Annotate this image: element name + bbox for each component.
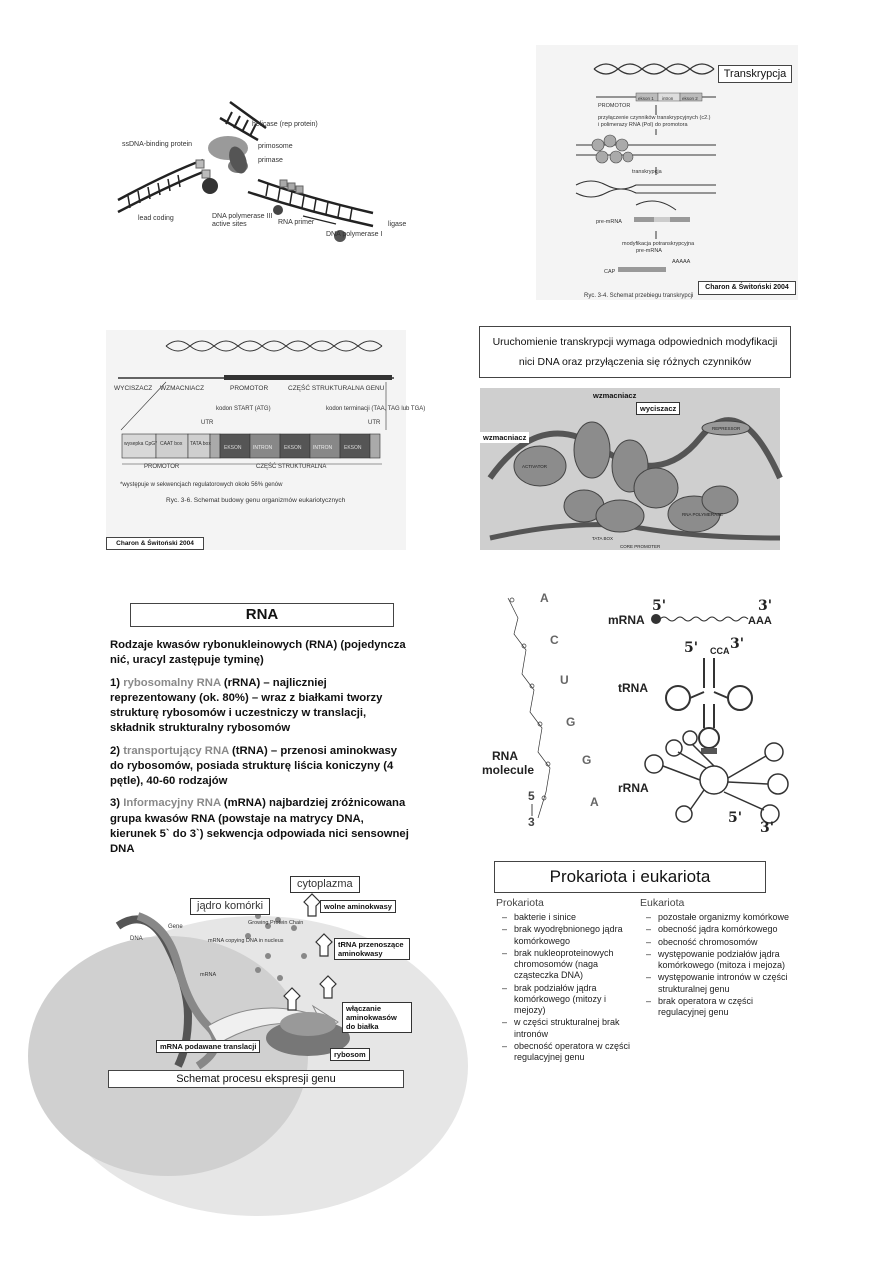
tata-label: TATA BOX (592, 536, 614, 541)
mrna-label: mRNA (608, 613, 645, 627)
list-item: – występowanie intronów w części strukturalnej genu (658, 972, 790, 995)
expr-trna: tRNA przenoszące aminokwasy (334, 938, 410, 960)
t2-cap: CAP (604, 269, 616, 275)
slide-rna-structures (478, 588, 808, 838)
rna-structures-diagram (478, 588, 808, 838)
seg-5: EKSON (284, 445, 302, 451)
base-g2: G (582, 753, 592, 767)
label-pol3b: active sites (212, 221, 247, 228)
expr-jadro: jądro komórki (190, 898, 270, 915)
label-pol1: DNA polymerase I (326, 231, 383, 238)
expr-mrna-trans: mRNA podawane translacji (156, 1040, 260, 1053)
rna-item-2-name: transportujący RNA (123, 744, 229, 757)
rrna-5prime: 5' (728, 810, 743, 826)
t2-premrna: pre-mRNA (596, 219, 622, 225)
slide-replication-fork (108, 88, 428, 293)
seg-0: wysepka CpG* (124, 441, 158, 447)
chain-3: 3 (528, 815, 535, 829)
expr-growing: Growing Protein Chain (248, 920, 304, 926)
t2-step2: transkrypcja (632, 169, 662, 175)
t2-step3a: modyfikacja potranskrypcyjna (622, 241, 695, 247)
list-item: – brak podziałów jądra komórkowego (mitozy i mejozy) (514, 983, 636, 1017)
t2-step3b: pre-mRNA (636, 248, 662, 254)
gene-credit: Charon & Świtoński 2004 (106, 537, 204, 550)
eukariota-heading: Eukariota (640, 897, 685, 909)
g-wzmacniacz: WZMACNIACZ (160, 385, 205, 392)
activation-diagram (480, 388, 780, 550)
g-kodon-term: kodon terminacji (TAA, TAG lub TGA) (326, 406, 426, 412)
prokariota-list (496, 912, 636, 1063)
base-c: C (550, 633, 559, 647)
g-promotor: PROMOTOR (230, 385, 269, 392)
replication-fork-diagram (108, 88, 428, 293)
label-helicase: helicase (rep protein) (252, 121, 318, 128)
rna-item-2-rest: (tRNA) – przenosi aminokwasy do rybosomów, posiada strukturę liścia koniczyny (4 pętle), 40-60 rodzajów (110, 744, 398, 787)
expr-cytoplazma: cytoplazma (290, 876, 360, 893)
t2-aaaa: AAAAA (672, 259, 691, 265)
rna-item-3-num: 3) (110, 797, 124, 810)
prokariota-heading: Prokariota (496, 897, 544, 909)
rna-item-1 (110, 676, 410, 737)
rna-item-3 (110, 796, 410, 857)
seg-4: INTRON (253, 445, 273, 451)
rna-molecule-label-1: RNA (492, 749, 518, 763)
list-item: – występowanie podziałów jądra komórkowego (mitoza i mejoza) (658, 949, 790, 972)
gene-expression-diagram (108, 866, 420, 1066)
g-caption: Ryc. 3-6. Schemat budowy genu organizmów eukariotycznych (166, 497, 346, 504)
g-utr2: UTR (368, 420, 381, 426)
eukariota-list (640, 912, 790, 1018)
expr-dna: DNA (130, 936, 143, 942)
rna-text-block (110, 638, 410, 864)
activation-title-line2: nici DNA oraz przyłączenia się różnych czynników (518, 356, 752, 368)
chain-5: 5 (528, 789, 535, 803)
label-rna-primer: RNA primer (278, 219, 315, 226)
seg-1: CAAT box (160, 441, 183, 447)
mrna-5prime: 5' (652, 598, 667, 614)
label-pol3: DNA polymerase III (212, 213, 273, 220)
t2-step1b: i polimerazy RNA (Pol) do promotora (598, 122, 688, 128)
g-czesc: CZĘŚĆ STRUKTURALNA GENU (288, 385, 385, 392)
label-primosome: primosome (258, 143, 293, 150)
mrna-3prime: 3' (758, 598, 773, 614)
eukariota-column (640, 897, 790, 1019)
label-ligase: ligase (388, 221, 407, 228)
gene-structure-diagram (106, 330, 426, 550)
list-item: – pozostałe organizmy komórkowe (658, 912, 790, 923)
rna-title: RNA (130, 603, 394, 627)
slide-transkrypcja (536, 45, 798, 300)
activation-title-line1: Uruchomienie transkrypcji wymaga odpowiednich modyfikacji (492, 336, 778, 348)
list-item: – obecność chromosomów (658, 937, 790, 948)
g-note: *występuje w sekwencjach regulatorowych około 56% genów (120, 482, 283, 488)
trna-3prime: 3' (730, 636, 745, 652)
act-label: ACTIVATOR (522, 464, 548, 469)
label-primase: primase (258, 157, 283, 164)
rna-item-2 (110, 744, 410, 790)
rrna-3prime: 3' (760, 820, 775, 836)
base-g1: G (566, 715, 576, 729)
expr-mrna: mRNA (200, 972, 217, 978)
transkrypcja-title: Transkrypcja (718, 65, 792, 83)
rna-intro: Rodzaje kwasów rybonukleinowych (RNA) (pojedyncza nić, uracyl zastępuje tyminę) (110, 639, 406, 667)
seg-2: TATA box (190, 441, 211, 447)
core-label: CORE PROMOTER (620, 544, 661, 549)
pe-title: Prokariota i eukariota (494, 861, 766, 893)
expr-rybosom: rybosom (330, 1048, 370, 1061)
seg-6: INTRON (313, 445, 333, 451)
prokariota-column (496, 897, 636, 1064)
expr-wlaczanie: włączanie aminokwasów do białka (342, 1002, 412, 1033)
slide-gene-expression (108, 866, 420, 1066)
expr-wolne: wolne aminokwasy (320, 900, 396, 913)
callout-wzmacniacz-top: wzmacniacz (593, 391, 637, 400)
rna-item-3-name: Informacyjny RNA (123, 797, 221, 810)
rna-item-1-rest: (rRNA) – najliczniej reprezentowany (ok. 80%) – wraz z białkami tworzy strukturę rybosomów i uczestniczy w translacji, składnik strukturalny rybosomów (110, 676, 383, 735)
callout-wyciszacz: wyciszacz (636, 402, 680, 415)
base-a2: A (590, 795, 599, 809)
t2-ekson1: ekson 1 (638, 96, 654, 101)
seg-3: EKSON (224, 445, 242, 451)
expr-mrna-copy: mRNA copying DNA in nucleus (208, 938, 284, 944)
rna-item-2-num: 2) (110, 744, 124, 757)
label-ssdna: ssDNA-binding protein (122, 141, 193, 148)
t2-caption: Ryc. 3-4. Schemat przebiegu transkrypcji (584, 293, 694, 299)
expr-gene: Gene (168, 924, 183, 930)
list-item: – bakterie i sinice (514, 912, 636, 923)
list-item: – brak nukleoproteinowych chromosomów (naga cząsteczka DNA) (514, 948, 636, 982)
rep-label: REPRESSOR (712, 426, 741, 431)
g-bottom-promotor: PROMOTOR (144, 464, 180, 470)
mrna-aaa: AAA (748, 615, 772, 627)
base-a1: A (540, 591, 549, 605)
t2-step1a: przyłączenie czynników transkrypcyjnych (c2.) (598, 115, 711, 121)
rna-item-1-name: rybosomalny RNA (123, 676, 221, 689)
trna-cca: CCA (710, 646, 730, 656)
list-item: – brak operatora w części regulacyjnej genu (658, 996, 790, 1019)
polymerase-shape (202, 178, 218, 194)
g-utr: UTR (201, 420, 214, 426)
rrna-label: rRNA (618, 781, 649, 795)
list-item: – w części strukturalnej brak intronów (514, 1017, 636, 1040)
slide-gene-structure (106, 330, 426, 550)
expr-caption: Schemat procesu ekspresji genu (108, 1070, 404, 1088)
g-kodon-start: kodon START (ATG) (216, 406, 271, 412)
seg-7: EKSON (344, 445, 362, 451)
slide-activation (480, 388, 780, 550)
pol-label: RNA POLYMERASE (682, 512, 724, 517)
t2-promotor: PROMOTOR (598, 103, 631, 109)
label-lead: lead coding (138, 215, 174, 222)
transcription-diagram (536, 45, 798, 300)
list-item: – brak wyodrębnionego jądra komórkowego (514, 924, 636, 947)
activation-title (479, 326, 791, 378)
rna-molecule-label-2: molecule (482, 763, 535, 777)
trna-5prime: 5' (684, 640, 699, 656)
list-item: – obecność operatora w części regulacyjnej genu (514, 1041, 636, 1064)
t2-ekson2: ekson 2 (682, 96, 698, 101)
list-item: – obecność jądra komórkowego (658, 924, 790, 935)
trna-label: tRNA (618, 681, 648, 695)
g-wyciszacz: WYCISZACZ (114, 385, 153, 392)
rna-item-1-num: 1) (110, 676, 124, 689)
callout-wzmacniacz-left: wzmacniacz (480, 432, 529, 443)
g-bottom-struct: CZĘŚĆ STRUKTURALNA (256, 464, 327, 470)
base-u: U (560, 673, 569, 687)
t2-intron: intron (662, 96, 674, 101)
rna-item-3-rest: (mRNA) najbardziej zróżnicowana grupa kwasów RNA (powstaje na matrycy DNA, kierunek 5` do 3`) sekwencja odpowiada nici sensownej DNA (110, 797, 409, 855)
transkrypcja-credit: Charon & Świtoński 2004 (698, 281, 796, 295)
